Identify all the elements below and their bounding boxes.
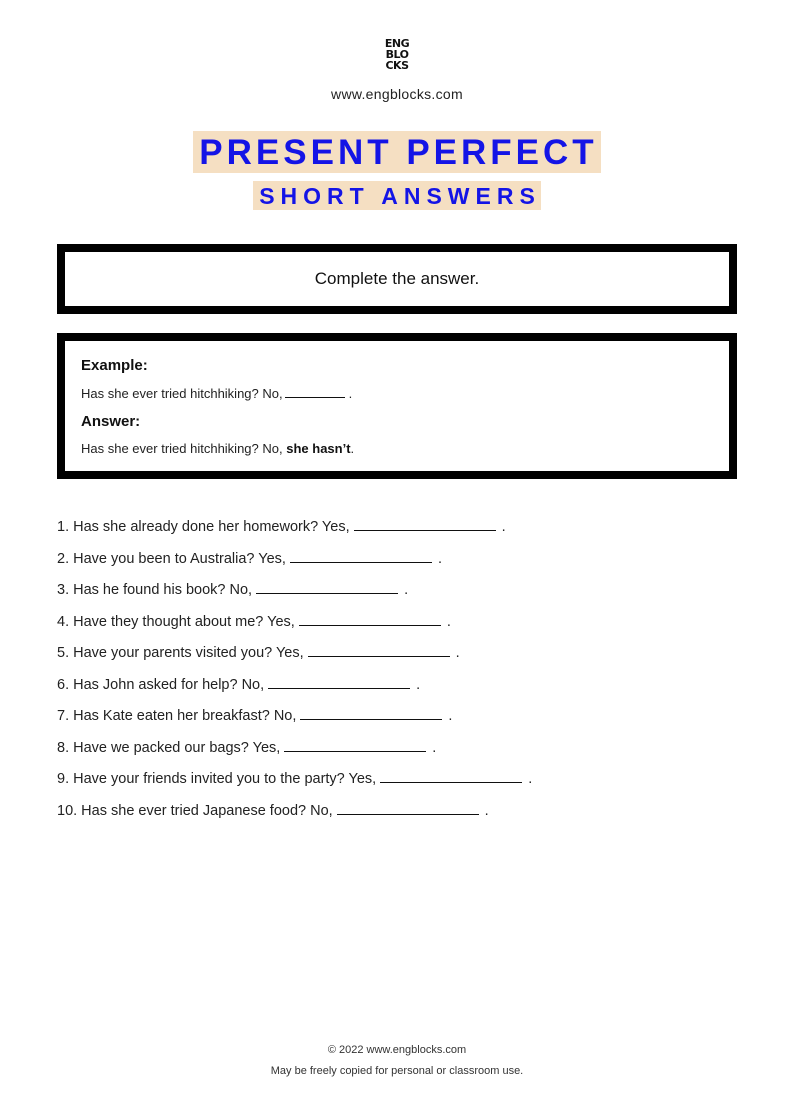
question-item xyxy=(57,674,757,706)
question-end: . xyxy=(437,550,442,567)
example-blank xyxy=(285,385,345,398)
answer-blank[interactable] xyxy=(284,737,426,752)
example-answer-bold: she hasn’t xyxy=(286,441,351,456)
question-end: . xyxy=(432,739,437,756)
example-question-text: Has she ever tried hitchhiking? No, xyxy=(81,386,283,401)
question-item xyxy=(57,611,757,643)
question-list xyxy=(57,516,757,831)
example-question-end: . xyxy=(348,386,353,401)
question-end: . xyxy=(446,613,451,630)
answer-blank[interactable] xyxy=(268,674,410,689)
question-end: . xyxy=(528,771,533,787)
question-item xyxy=(57,768,757,800)
question-text: 1. Has she already done her homework? Yes, xyxy=(57,519,350,535)
footer-note: May be freely copied for personal or classroom use. xyxy=(270,1065,524,1077)
answer-blank[interactable] xyxy=(354,516,496,531)
question-item xyxy=(57,516,757,548)
example-answer-text: Has she ever tried hitchhiking? No, xyxy=(81,441,283,456)
site-url: www.engblocks.com xyxy=(331,86,463,102)
question-end: . xyxy=(484,802,489,819)
answer-blank[interactable] xyxy=(380,768,522,783)
question-end: . xyxy=(404,582,409,598)
example-answer xyxy=(81,441,354,456)
example-question xyxy=(81,385,352,401)
answer-blank[interactable] xyxy=(300,705,442,720)
question-text: 8. Have we packed our bags? Yes, xyxy=(57,739,281,756)
question-text: 9. Have your friends invited you to the party? Yes, xyxy=(57,771,377,787)
question-end: . xyxy=(501,519,506,535)
title-wrap xyxy=(0,131,794,173)
example-answer-end: . xyxy=(350,441,355,456)
answer-label: Answer: xyxy=(81,413,141,430)
question-item xyxy=(57,548,757,580)
question-item xyxy=(57,579,757,611)
question-end: . xyxy=(455,645,460,661)
footer-copyright: © 2022 www.engblocks.com xyxy=(327,1044,467,1056)
instruction-box xyxy=(57,244,737,314)
answer-blank[interactable] xyxy=(290,548,432,563)
question-text: 3. Has he found his book? No, xyxy=(57,582,253,598)
logo-line-3: CKS xyxy=(385,59,409,72)
question-text: 7. Has Kate eaten her breakfast? No, xyxy=(57,708,297,724)
logo-mark xyxy=(385,38,409,71)
question-item xyxy=(57,800,757,832)
answer-blank[interactable] xyxy=(299,611,441,626)
question-end: . xyxy=(416,676,421,693)
example-label: Example: xyxy=(81,357,148,374)
question-item xyxy=(57,642,757,674)
answer-blank[interactable] xyxy=(256,579,398,594)
question-text: 6. Has John asked for help? No, xyxy=(57,676,265,693)
question-item xyxy=(57,737,757,769)
subtitle-wrap xyxy=(0,181,794,210)
question-end: . xyxy=(448,708,453,724)
question-text: 10. Has she ever tried Japanese food? No, xyxy=(57,802,333,819)
instruction-text: Complete the answer. xyxy=(314,269,480,288)
answer-blank[interactable] xyxy=(337,800,479,815)
question-item xyxy=(57,705,757,737)
logo-line-2: BLO xyxy=(385,48,409,61)
example-box xyxy=(57,333,737,479)
question-text: 5. Have your parents visited you? Yes, xyxy=(57,645,304,661)
logo xyxy=(0,38,794,74)
answer-blank[interactable] xyxy=(308,642,450,657)
page-title: PRESENT PERFECT xyxy=(193,131,600,173)
logo-line-1: ENG xyxy=(384,37,410,50)
page-subtitle: SHORT ANSWERS xyxy=(253,181,541,210)
question-text: 2. Have you been to Australia? Yes, xyxy=(57,550,286,567)
question-text: 4. Have they thought about me? Yes, xyxy=(57,613,295,630)
